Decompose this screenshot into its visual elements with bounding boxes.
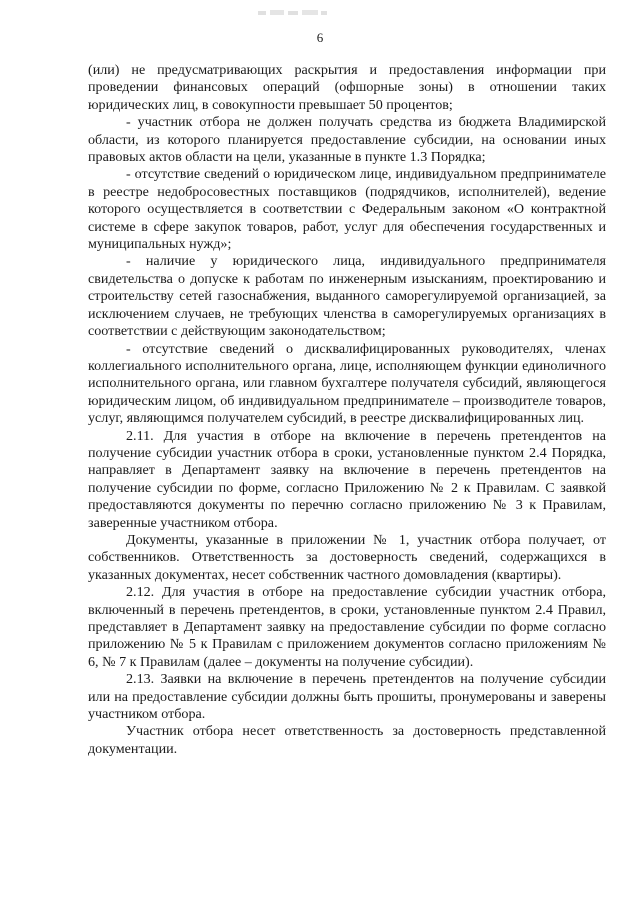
paragraph-offshore-continuation: (или) не предусматривающих раскрытия и предоставления информации при проведении финансовых операций (офшорные зоны) в отношении таких юридических лиц, в совокупности превышает 50 процентов;: [88, 62, 606, 113]
paragraph-disqualified-persons: - отсутствие сведений о дисквалифицированных руководителях, членах коллегиального исполнительного органа, лице, исполняющем функции единоличного исполнительного органа, или главном бухгалтере получателя субсидий, являющегося юридическим лицом, об индивидуальном предпринимателе – производителе товаров, услуг, являющимся получателем субсидий, в реестре дисквалифицированных лиц.: [88, 340, 606, 427]
paragraph-documents-owners: Документы, указанные в приложении № 1, участник отбора получает, от собственников. Ответственность за достоверность сведений, содержащихся в указанных документах, несет собственник частного домовладения (квартиры).: [88, 531, 606, 583]
paragraph-2-11: 2.11. Для участия в отборе на включение в перечень претендентов на получение субсидии участник отбора в сроки, установленные пунктом 2.4 Порядка, направляет в Департамент заявку на включение в перечень претендентов на получение субсидии по форме, согласно Приложению № 2 к Правилам. С заявкой предоставляются документы по перечню согласно приложению № 3 к Правилам, заверенные участником отбора.: [88, 427, 606, 531]
document-body: [88, 62, 606, 758]
paragraph-unscrupulous-suppliers: - отсутствие сведений о юридическом лице, индивидуальном предпринимателе в реестре недобросовестных поставщиков (подрядчиков, исполнителей), ведение которого осуществляется в соответствии с Федеральным законом «О контрактной системе в сфере закупок товаров, работ, услуг для обеспечения государственных и муниципальных нужд»;: [88, 166, 606, 253]
paragraph-no-regional-funds: - участник отбора не должен получать средства из бюджета Владимирской области, из которого планируется предоставление субсидии, на основании иных правовых актов области на цели, указанные в пункте 1.3 Порядка;: [88, 114, 606, 166]
paragraph-responsibility: Участник отбора несет ответственность за достоверность представленной документации.: [88, 723, 606, 757]
stamp-smudge: [258, 8, 328, 18]
paragraph-2-12: 2.12. Для участия в отборе на предоставление субсидии участник отбора, включенный в перечень претендентов, в сроки, установленные пунктом 2.4 Правил, представляет в Департамент заявку на предоставление субсидии по форме согласно приложению № 5 к Правилам с приложением документов согласно приложениям № 6, № 7 к Правилам (далее – документы на получение субсидии).: [88, 584, 606, 670]
paragraph-sro-certificate: - наличие у юридического лица, индивидуального предпринимателя свидетельства о допуске к работам по инженерным изысканиям, проектированию и строительству сетей газоснабжения, выданного саморегулируемой организацией, за исключением случаев, не требующих членства в саморегулируемых организациях в соответствии с действующим законодательством;: [88, 253, 606, 340]
page-number: 6: [316, 30, 324, 45]
paragraph-2-13: 2.13. Заявки на включение в перечень претендентов на получение субсидии или на предоставление субсидии должны быть прошиты, пронумерованы и заверены участником отбора.: [88, 671, 606, 723]
